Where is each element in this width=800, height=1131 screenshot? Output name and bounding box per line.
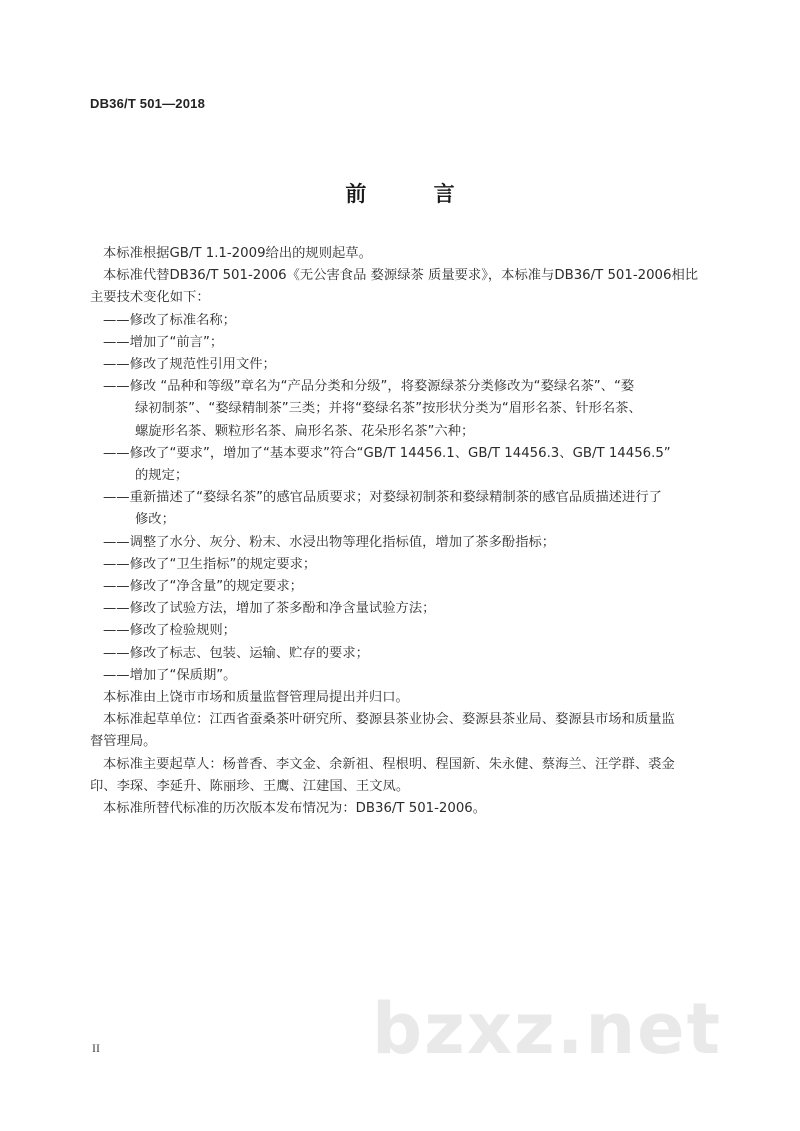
paragraph-proposer: 本标准由上饶市市场和质量监督管理局提出并归口。 <box>103 690 409 706</box>
change-item <box>103 487 713 531</box>
standard-code: DB36/T 501—2018 <box>90 96 206 111</box>
change-item: ——增加了“前言”； <box>103 334 224 350</box>
paragraph-drafters <box>90 754 713 798</box>
paragraph-replacement <box>90 265 713 309</box>
page-title: 前 言 <box>345 182 485 206</box>
watermark-text: bzxz.net <box>372 988 723 1070</box>
change-item: ——修改了规范性引用文件； <box>103 357 276 373</box>
change-item: ——修改了试验方法，增加了茶多酚和净含量试验方法； <box>103 601 436 617</box>
change-item-line: 的规定； <box>135 468 189 484</box>
change-item-line: ——修改 “品种和等级”章名为“产品分类和分级”，将婺源绿茶分类修改为“婺绿名茶”、“婺 <box>103 379 635 395</box>
page-number: II <box>92 1041 100 1055</box>
change-item-line: ——修改了“要求”，增加了“基本要求”符合“GB/T 14456.1、GB/T 14456.3、GB/T 14456.5” <box>103 445 671 461</box>
change-item-line: 绿初制茶”、“婺绿精制茶”三类；并将“婺绿名茶”按形状分类为“眉形名茶、针形名茶、 <box>135 401 642 417</box>
change-item <box>103 376 713 443</box>
change-item <box>103 443 713 487</box>
change-item: ——修改了标准名称； <box>103 312 236 328</box>
change-item-line: 螺旋形名茶、颗粒形名茶、扁形名茶、花朵形名茶”六种； <box>135 423 475 439</box>
change-item-line: 修改； <box>135 512 175 528</box>
change-item: ——修改了“卫生指标”的规定要求； <box>103 556 317 572</box>
change-item: ——增加了“保质期”。 <box>103 667 237 683</box>
paragraph-line: 印、李琛、李延升、陈丽珍、王鹰、江建国、王文凤。 <box>90 778 410 794</box>
paragraph-line: 本标准主要起草人：杨普香、李文金、余新祖、程根明、程国新、朱永健、蔡海兰、汪学群、裘金 <box>103 756 675 772</box>
paragraph-drafting-units <box>90 709 713 753</box>
paragraph-line: 主要技术变化如下： <box>90 290 210 306</box>
change-item: ——修改了标志、包装、运输、贮存的要求； <box>103 645 369 661</box>
change-item: ——修改了检验规则； <box>103 623 236 639</box>
foreword-body <box>90 243 713 820</box>
paragraph-line: 本标准代替DB36/T 501-2006《无公害食品 婺源绿茶 质量要求》，本标准与DB36/T 501-2006相比 <box>103 268 699 284</box>
paragraph-line: 本标准起草单位：江西省蚕桑茶叶研究所、婺源县茶业协会、婺源县茶业局、婺源县市场和质量监 <box>103 712 675 728</box>
change-item: ——调整了水分、灰分、粉末、水浸出物等理化指标值，增加了茶多酚指标； <box>103 534 556 550</box>
paragraph-line: 督管理局。 <box>90 734 157 750</box>
change-item-line: ——重新描述了“婺绿名茶”的感官品质要求；对婺绿初制茶和婺绿精制茶的感官品质描述进行了 <box>103 490 662 506</box>
paragraph-version-history: 本标准所替代标准的历次版本发布情况为：DB36/T 501-2006。 <box>103 801 487 817</box>
paragraph-drafting-rules: 本标准根据GB/T 1.1-2009给出的规则起草。 <box>103 246 372 261</box>
change-item: ——修改了“净含量”的规定要求； <box>103 579 303 595</box>
